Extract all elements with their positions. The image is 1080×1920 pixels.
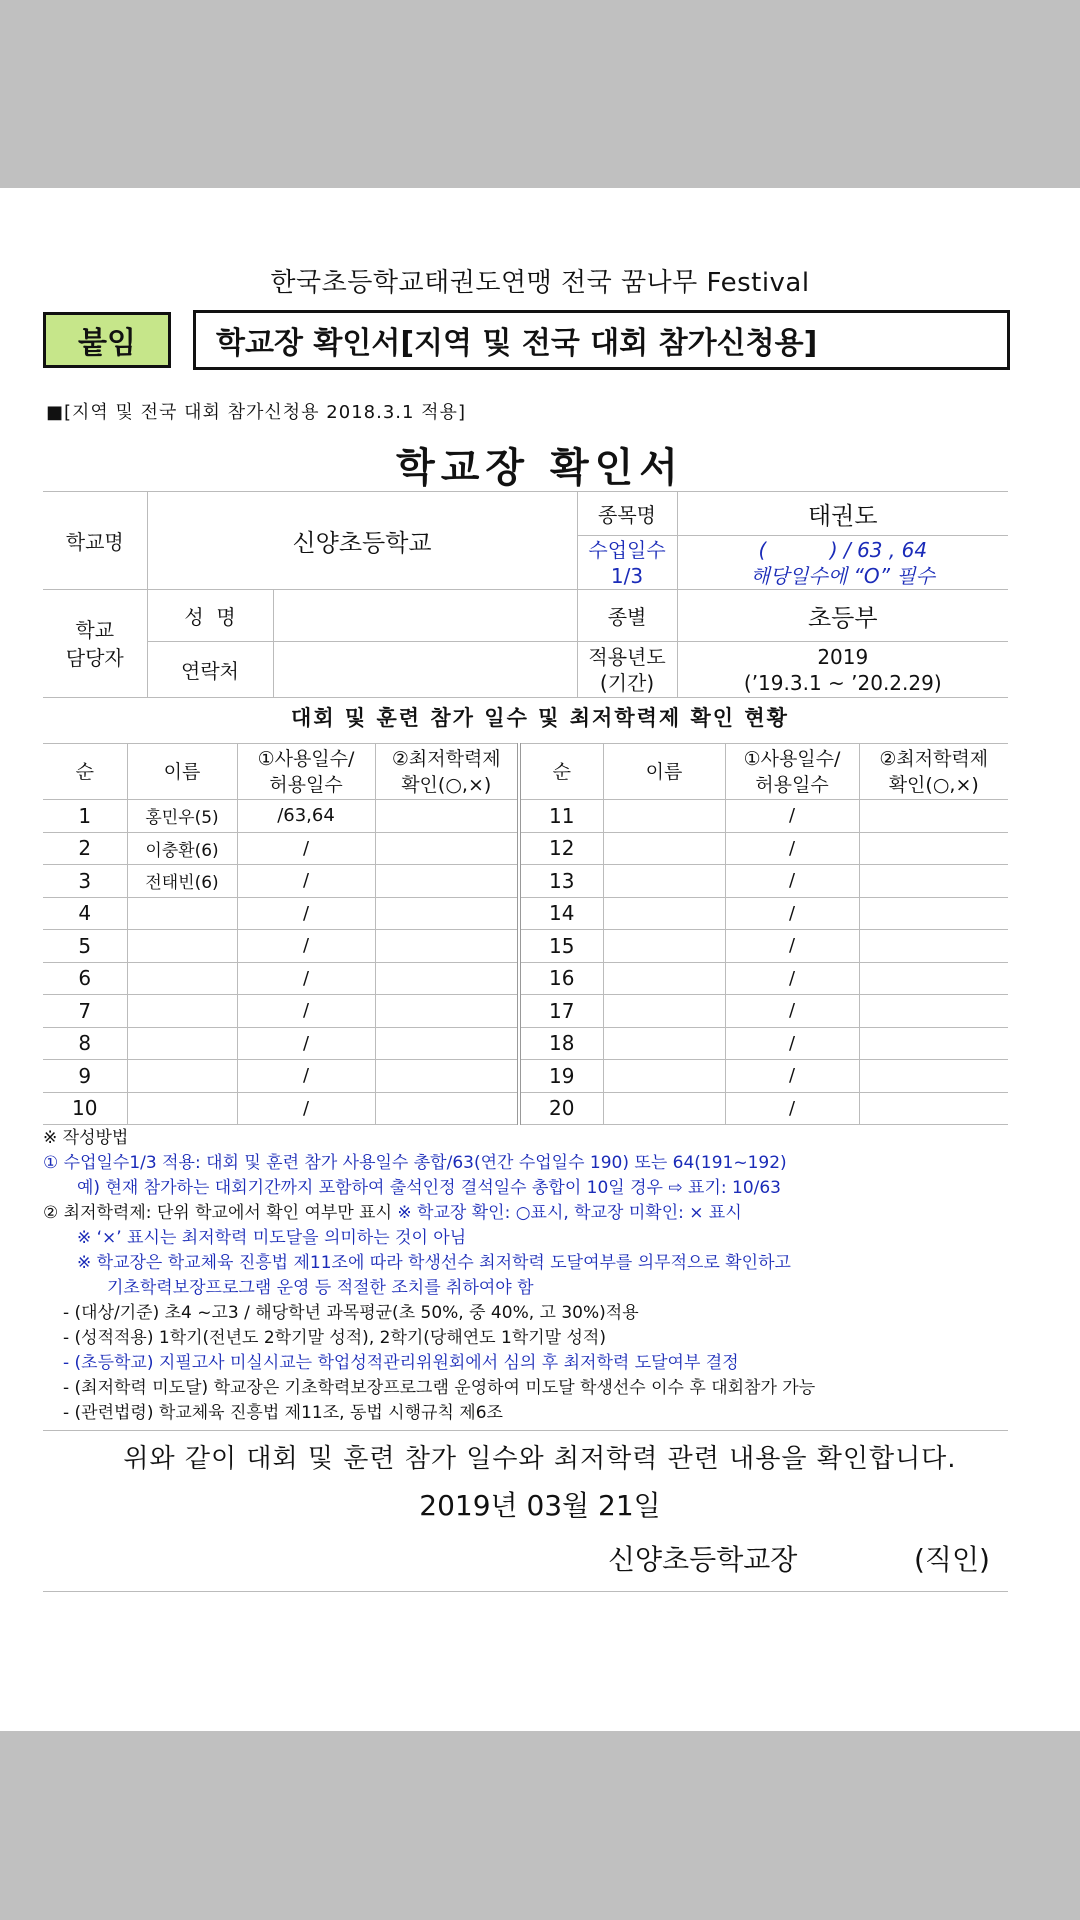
row-number: 3: [43, 865, 127, 898]
min-academic-check[interactable]: [859, 865, 1008, 898]
table-row: [43, 1027, 1008, 1060]
manager-label: [43, 590, 147, 698]
student-name[interactable]: [603, 995, 725, 1028]
min-academic-check[interactable]: [375, 1060, 519, 1093]
method-title: ※ 작성방법: [43, 1128, 129, 1148]
min-academic-check[interactable]: [859, 1092, 1008, 1125]
days-used[interactable]: /: [237, 1027, 375, 1060]
header-days: [237, 744, 375, 800]
header-name-right: 이름: [603, 744, 725, 800]
table-row: [43, 1060, 1008, 1093]
table-row: [43, 897, 1008, 930]
days-used[interactable]: /: [237, 897, 375, 930]
method-line-9: - (초등학교) 지필고사 미실시교는 학업성적관리위원회에서 심의 후 최저학력 도달여부 결정: [63, 1353, 739, 1373]
division-value: 초등부: [677, 590, 1008, 642]
min-academic-check[interactable]: [375, 897, 519, 930]
method-line-1-text: 수업일수1/3 적용: 대회 및 훈련 참가 사용일수 총합/63(연간 수업일수 190) 또는 64(191~192): [63, 1153, 787, 1173]
student-name[interactable]: [603, 962, 725, 995]
name-value[interactable]: [273, 590, 577, 642]
festival-title: 한국초등학교태권도연맹 전국 꿈나무 Festival: [270, 268, 810, 298]
method-line-3-prefix: ② 최저학력제: 단위 학교에서 확인 여부만 표시: [43, 1203, 392, 1223]
header-cert-right-line2: 확인(○,×): [888, 773, 979, 796]
year-value-line2: (’19.3.1 ~ ’20.2.29): [743, 670, 942, 695]
days-used[interactable]: /: [725, 930, 859, 963]
row-number: 20: [519, 1092, 603, 1125]
school-label: 학교명: [43, 492, 147, 590]
class-days-instruction: 해당일수에 “O” 필수: [750, 563, 935, 588]
method-line-3: [43, 1201, 1023, 1226]
row-number: 16: [519, 962, 603, 995]
method-divider: [43, 1430, 1008, 1431]
student-name[interactable]: [603, 897, 725, 930]
days-used[interactable]: /: [237, 962, 375, 995]
method-line-2: 예) 현재 참가하는 대회기간까지 포함하여 출석인정 결석일수 총합이 10일 경우 ⇨ 표기: 10/63: [77, 1178, 781, 1198]
student-name[interactable]: [127, 1027, 237, 1060]
row-number: 6: [43, 962, 127, 995]
manager-label-line2: 담당자: [65, 645, 124, 670]
header-cert-line1: ②최저학력제: [391, 747, 501, 770]
min-academic-check[interactable]: [859, 832, 1008, 865]
student-name[interactable]: 홍민우(5): [127, 800, 237, 833]
class-days-label-line2: 1/3: [610, 563, 644, 588]
method-line-8: - (성적적용) 1학기(전년도 2학기말 성적), 2학기(당해연도 1학기말 성적): [63, 1328, 606, 1348]
days-used[interactable]: /: [725, 1027, 859, 1060]
official-seal: (직인): [914, 1543, 990, 1576]
method-line-4: ※ ‘×’ 표시는 최저학력 미도달을 의미하는 것이 아님: [77, 1228, 467, 1248]
row-number: 4: [43, 897, 127, 930]
row-number: 12: [519, 832, 603, 865]
min-academic-check[interactable]: [375, 995, 519, 1028]
student-name[interactable]: [127, 1092, 237, 1125]
row-number: 13: [519, 865, 603, 898]
row-number: 10: [43, 1092, 127, 1125]
min-academic-check[interactable]: [375, 865, 519, 898]
writing-method: [43, 1126, 1023, 1431]
row-number: 17: [519, 995, 603, 1028]
min-academic-check[interactable]: [859, 800, 1008, 833]
row-number: 1: [43, 800, 127, 833]
student-name[interactable]: 전태빈(6): [127, 865, 237, 898]
student-name[interactable]: [127, 897, 237, 930]
row-number: 7: [43, 995, 127, 1028]
header-cert-right-line1: ②최저학력제: [879, 747, 989, 770]
table-row: [43, 930, 1008, 963]
student-name[interactable]: [603, 1027, 725, 1060]
table-row: [43, 865, 1008, 898]
header-cert-line2: 확인(○,×): [401, 773, 492, 796]
header-cert-right: [859, 744, 1008, 800]
class-days-label-line1: 수업일수: [588, 537, 666, 562]
class-days-label: [577, 536, 677, 590]
min-academic-check[interactable]: [375, 832, 519, 865]
days-used[interactable]: /: [237, 832, 375, 865]
row-number: 8: [43, 1027, 127, 1060]
method-line-10: - (최저학력 미도달) 학교장은 기초학력보장프로그램 운영하여 미도달 학생선수 이수 후 대회참가 가능: [63, 1378, 816, 1398]
min-academic-check[interactable]: [375, 930, 519, 963]
contact-label: 연락처: [147, 642, 273, 698]
info-table: [43, 491, 1008, 698]
days-used[interactable]: /: [725, 995, 859, 1028]
confirmation-statement: 위와 같이 대회 및 훈련 참가 일수와 최저학력 관련 내용을 확인합니다.: [123, 1444, 957, 1474]
min-academic-check[interactable]: [859, 897, 1008, 930]
student-name[interactable]: [603, 800, 725, 833]
student-name[interactable]: [603, 1092, 725, 1125]
bottom-divider: [43, 1591, 1008, 1592]
table-row: [43, 800, 1008, 833]
year-value: [677, 642, 1008, 698]
min-academic-check[interactable]: [375, 962, 519, 995]
main-title: 학교장 확인서: [396, 445, 684, 491]
header-days-line2: 허용일수: [269, 773, 343, 796]
method-line-1: [43, 1151, 1023, 1176]
event-value: 태권도: [677, 492, 1008, 536]
header-days-right: [725, 744, 859, 800]
days-used[interactable]: /: [237, 1092, 375, 1125]
days-used[interactable]: /: [725, 800, 859, 833]
days-used[interactable]: /: [725, 1092, 859, 1125]
year-label-line2: (기간): [599, 670, 655, 695]
min-academic-check[interactable]: [375, 1092, 519, 1125]
days-used[interactable]: /: [237, 995, 375, 1028]
student-name[interactable]: [603, 1060, 725, 1093]
name-label: 성 명: [147, 590, 273, 642]
header-name: 이름: [127, 744, 237, 800]
row-number: 5: [43, 930, 127, 963]
days-used[interactable]: /: [725, 832, 859, 865]
row-number: 15: [519, 930, 603, 963]
student-name[interactable]: [603, 832, 725, 865]
header-days-right-line1: ①사용일수/: [743, 747, 841, 770]
class-days-value: [677, 536, 1008, 590]
year-value-line1: 2019: [817, 644, 869, 669]
days-used[interactable]: /: [725, 897, 859, 930]
method-line-3-blue: ※ 학교장 확인: ○표시, 학교장 미확인: × 표시: [397, 1203, 742, 1223]
document-heading: 학교장 확인서[지역 및 전국 대회 참가신청용]: [193, 310, 1010, 370]
event-label: 종목명: [577, 492, 677, 536]
days-used[interactable]: /: [237, 930, 375, 963]
min-academic-check[interactable]: [859, 1060, 1008, 1093]
method-line-7: - (대상/기준) 초4 ~고3 / 해당학년 과목평균(초 50%, 중 40%, 고 30%)적용: [63, 1303, 639, 1323]
min-academic-check[interactable]: [375, 800, 519, 833]
row-number: 9: [43, 1060, 127, 1093]
class-days-fraction: ( ) / 63 , 64: [758, 537, 928, 562]
table-row: [43, 995, 1008, 1028]
signer-name: 신양초등학교장: [608, 1543, 798, 1576]
row-number: 18: [519, 1027, 603, 1060]
days-used[interactable]: /63,64: [237, 800, 375, 833]
year-label: [577, 642, 677, 698]
header-days-right-line2: 허용일수: [755, 773, 829, 796]
student-name[interactable]: [127, 995, 237, 1028]
participation-status-table: [43, 743, 1008, 1125]
student-name[interactable]: [127, 1060, 237, 1093]
table-row: [43, 832, 1008, 865]
contact-value[interactable]: [273, 642, 577, 698]
min-academic-check[interactable]: [859, 995, 1008, 1028]
days-used[interactable]: /: [237, 1060, 375, 1093]
issue-date: 2019년 03월 21일: [419, 1489, 661, 1522]
student-name[interactable]: [127, 930, 237, 963]
header-no-right: 순: [519, 744, 603, 800]
method-line-1-prefix: ①: [43, 1153, 59, 1173]
row-number: 14: [519, 897, 603, 930]
student-name[interactable]: 이충환(6): [127, 832, 237, 865]
header-cert: [375, 744, 519, 800]
days-used[interactable]: /: [237, 865, 375, 898]
row-number: 2: [43, 832, 127, 865]
method-line-6: 기초학력보장프로그램 운영 등 적절한 조치를 취하여야 함: [107, 1278, 534, 1298]
student-name[interactable]: [603, 865, 725, 898]
manager-label-line1: 학교: [75, 617, 115, 642]
header-days-line1: ①사용일수/: [257, 747, 355, 770]
attachment-badge: 붙임: [43, 312, 171, 368]
year-label-line1: 적용년도: [588, 644, 666, 669]
header-no: 순: [43, 744, 127, 800]
division-label: 종별: [577, 590, 677, 642]
method-line-5: ※ 학교장은 학교체육 진흥법 제11조에 따라 학생선수 최저학력 도달여부를 의무적으로 확인하고: [77, 1253, 791, 1273]
min-academic-check[interactable]: [375, 1027, 519, 1060]
min-academic-check[interactable]: [859, 930, 1008, 963]
table-row: [43, 962, 1008, 995]
row-number: 19: [519, 1060, 603, 1093]
school-name: 신양초등학교: [147, 492, 577, 590]
status-header-row: [43, 744, 1008, 800]
applicability-note: ■[지역 및 전국 대회 참가신청용 2018.3.1 적용]: [46, 402, 466, 423]
student-name[interactable]: [127, 962, 237, 995]
days-used[interactable]: /: [725, 865, 859, 898]
document-page: [0, 188, 1080, 1731]
min-academic-check[interactable]: [859, 962, 1008, 995]
method-line-11: - (관련법령) 학교체육 진흥법 제11조, 동법 시행규칙 제6조: [63, 1403, 503, 1423]
min-academic-check[interactable]: [859, 1027, 1008, 1060]
table-row: [43, 1092, 1008, 1125]
status-section-title: 대회 및 훈련 참가 일수 및 최저학력제 확인 현황: [291, 706, 789, 730]
row-number: 11: [519, 800, 603, 833]
days-used[interactable]: /: [725, 1060, 859, 1093]
days-used[interactable]: /: [725, 962, 859, 995]
student-name[interactable]: [603, 930, 725, 963]
